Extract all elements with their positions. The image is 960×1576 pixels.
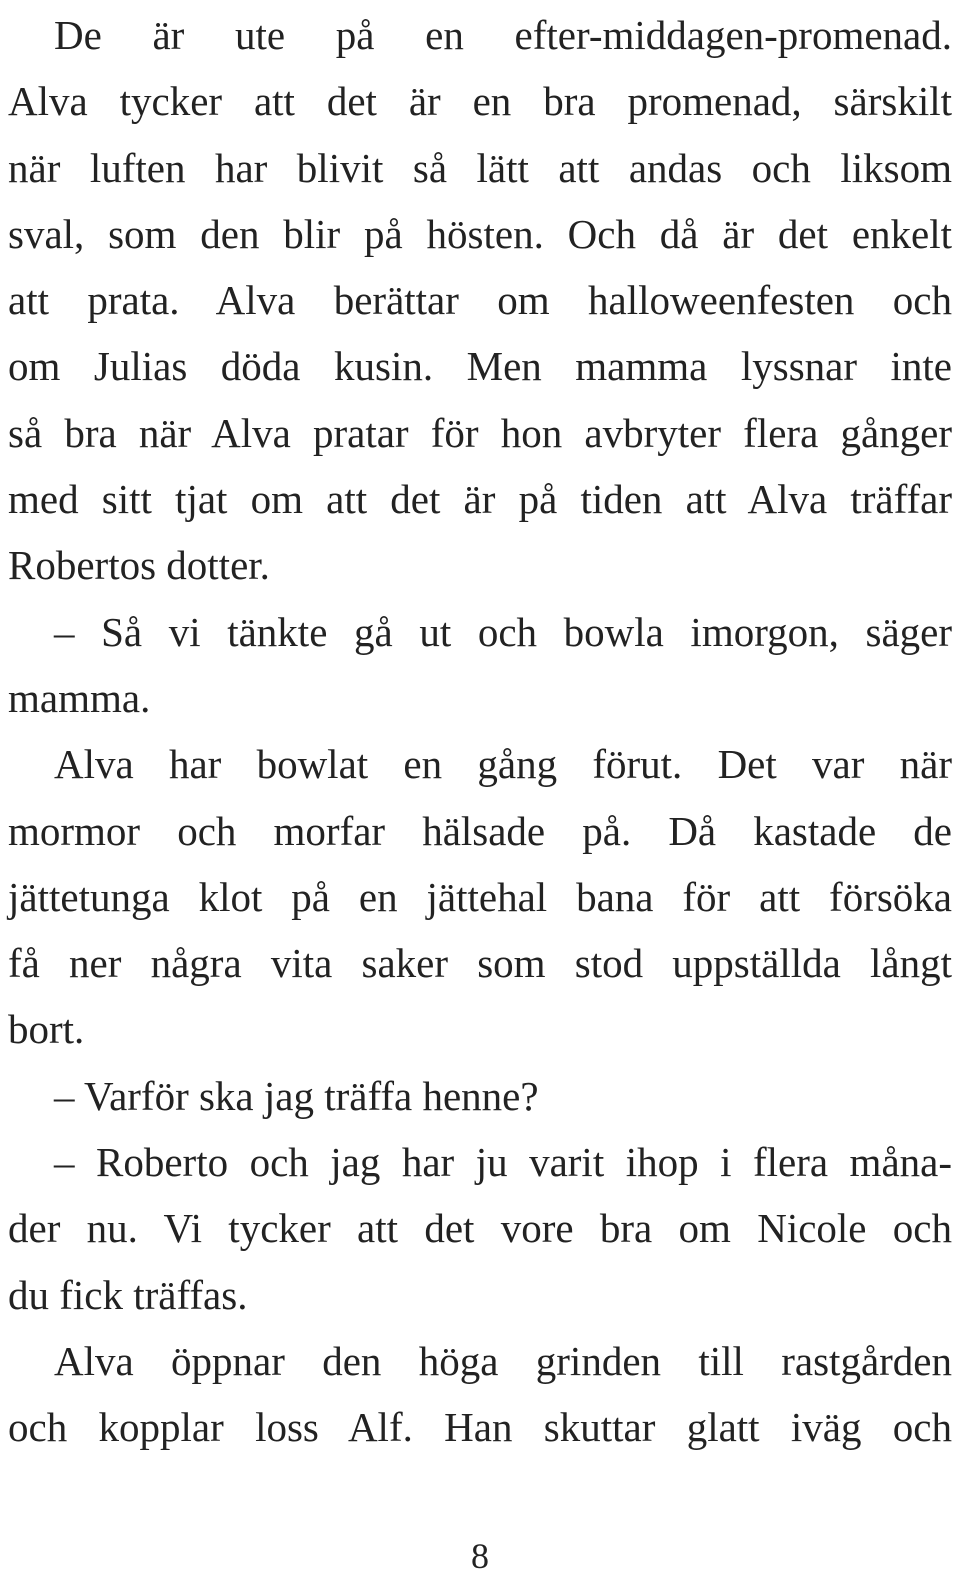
text-line: Alva öppnar den höga grinden till rastgården (54, 1337, 952, 1384)
text-line: och kopplar loss Alf. Han skuttar glatt iväg och (8, 1404, 952, 1451)
text-line: Alva har bowlat en gång förut. Det var när (54, 741, 952, 788)
text-line: De är ute på en efter-middagen-promenad. (54, 12, 952, 58)
text-line: der nu. Vi tycker att det vore bra om Nicole och (8, 1205, 952, 1252)
text-line: bort. (8, 1006, 85, 1053)
text-line: att prata. Alva berättar om halloweenfesten och (8, 277, 952, 324)
text-line: Robertos dotter. (8, 542, 270, 589)
text-line: mamma. (8, 674, 151, 721)
text-line: med sitt tjat om att det är på tiden att Alva träffar (8, 476, 952, 523)
text-line: mormor och morfar hälsade på. Då kastade de (8, 807, 952, 854)
dialogue-line: – Så vi tänkte gå ut och bowla imorgon, säger (54, 608, 952, 655)
text-line: Alva tycker att det är en bra promenad, särskilt (8, 78, 952, 125)
dialogue-line: – Roberto och jag har ju varit ihop i flera måna- (54, 1139, 952, 1186)
dialogue-line: – Varför ska jag träffa henne? (54, 1072, 539, 1119)
text-line: om Julias döda kusin. Men mamma lyssnar inte (8, 343, 952, 390)
text-line: när luften har blivit så lätt att andas och liksom (8, 144, 952, 191)
text-line: så bra när Alva pratar för hon avbryter flera gånger (8, 409, 952, 456)
page-number: 8 (471, 1536, 489, 1576)
text-line: sval, som den blir på hösten. Och då är det enkelt (8, 210, 952, 257)
text-line: jättetunga klot på en jättehal bana för att försöka (8, 873, 952, 920)
text-line: du fick träffas. (8, 1271, 248, 1318)
text-line: få ner några vita saker som stod uppställda långt (8, 940, 952, 987)
book-page-text (8, 2, 952, 1461)
